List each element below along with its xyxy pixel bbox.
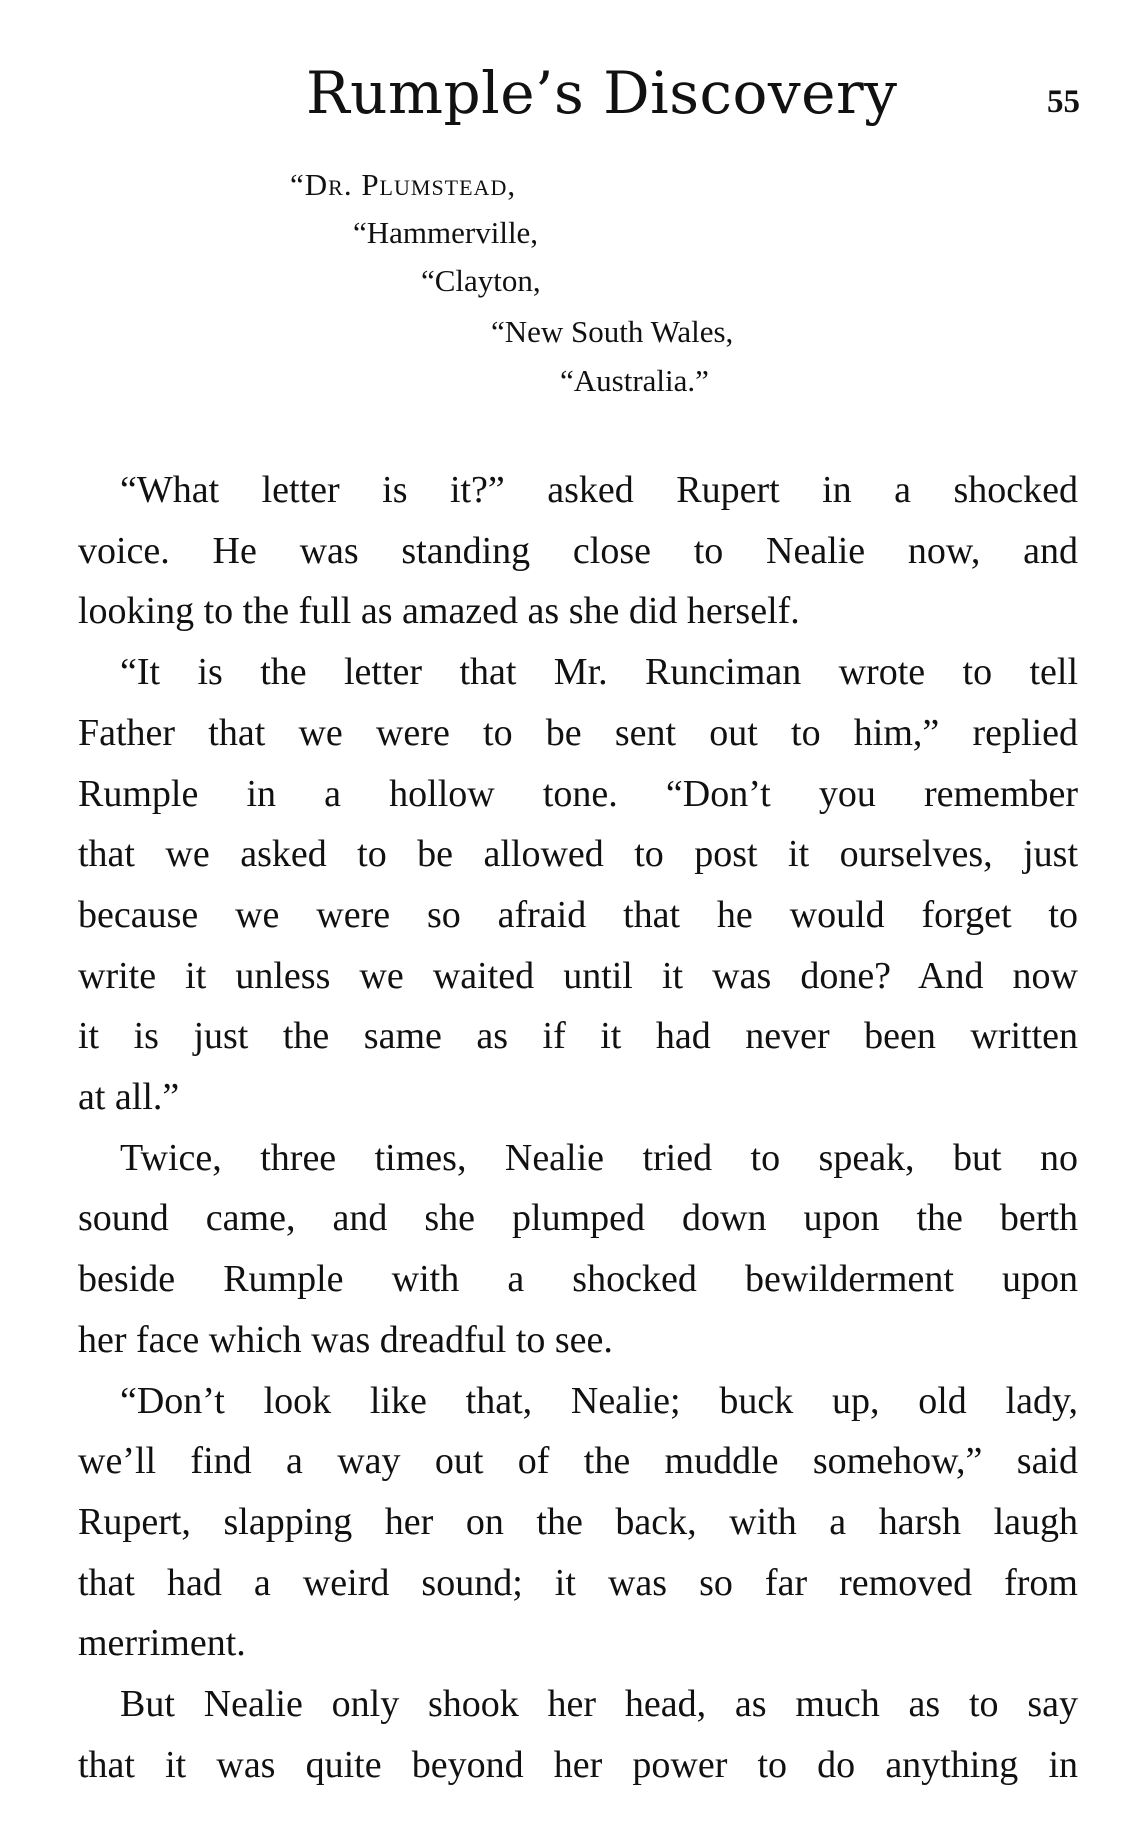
text-line: at all.”	[78, 1076, 180, 1119]
text-line: that had a weird sound; it was so far removed from	[78, 1561, 1078, 1604]
body-text	[78, 460, 1078, 1795]
text-line: Father that we were to be sent out to him,” replied	[78, 711, 1078, 754]
text-line: “Don’t look like that, Nealie; buck up, old lady,	[120, 1379, 1078, 1422]
address-line-country: “Australia.”	[560, 363, 709, 398]
page-header	[0, 58, 1145, 138]
text-line: we’ll find a way out of the muddle somehow,” said	[78, 1440, 1078, 1483]
text-line: sound came, and she plumped down upon the berth	[78, 1197, 1078, 1240]
text-line: that we asked to be allowed to post it ourselves, just	[78, 833, 1078, 876]
text-line: Twice, three times, Nealie tried to speak, but no	[120, 1136, 1078, 1179]
text-line: Rupert, slapping her on the back, with a harsh laugh	[78, 1500, 1078, 1543]
text-line: voice. He was standing close to Nealie now, and	[78, 529, 1078, 572]
text-line: But Nealie only shook her head, as much as to say	[120, 1683, 1078, 1726]
paragraph	[78, 1371, 1078, 1675]
paragraph	[78, 1674, 1078, 1795]
address-line-state: “New South Wales,	[491, 314, 734, 349]
text-line: her face which was dreadful to see.	[78, 1318, 613, 1361]
text-line: “It is the letter that Mr. Runciman wrote to tell	[120, 651, 1078, 694]
page-number: 55	[1047, 84, 1080, 120]
address-line-town: “Hammerville,	[353, 215, 539, 250]
text-line: because we were so afraid that he would forget to	[78, 893, 1078, 936]
address-line-district: “Clayton,	[421, 263, 541, 298]
paragraph	[78, 642, 1078, 1128]
running-title: Rumple’s Discovery	[306, 59, 898, 127]
text-line: merriment.	[78, 1622, 246, 1665]
text-line: Rumple in a hollow tone. “Don’t you remember	[78, 772, 1078, 815]
paragraph	[78, 460, 1078, 642]
text-line: “What letter is it?” asked Rupert in a shocked	[120, 469, 1078, 511]
address-line-name: “Dr. Plumstead,	[290, 167, 517, 202]
text-line: that it was quite beyond her power to do anything in	[78, 1743, 1078, 1786]
text-line: beside Rumple with a shocked bewilderment upon	[78, 1258, 1078, 1301]
text-line: it is just the same as if it had never been written	[78, 1015, 1078, 1058]
text-line: write it unless we waited until it was done? And now	[78, 954, 1078, 997]
paragraph	[78, 1128, 1078, 1371]
text-line: looking to the full as amazed as she did herself.	[78, 590, 800, 633]
